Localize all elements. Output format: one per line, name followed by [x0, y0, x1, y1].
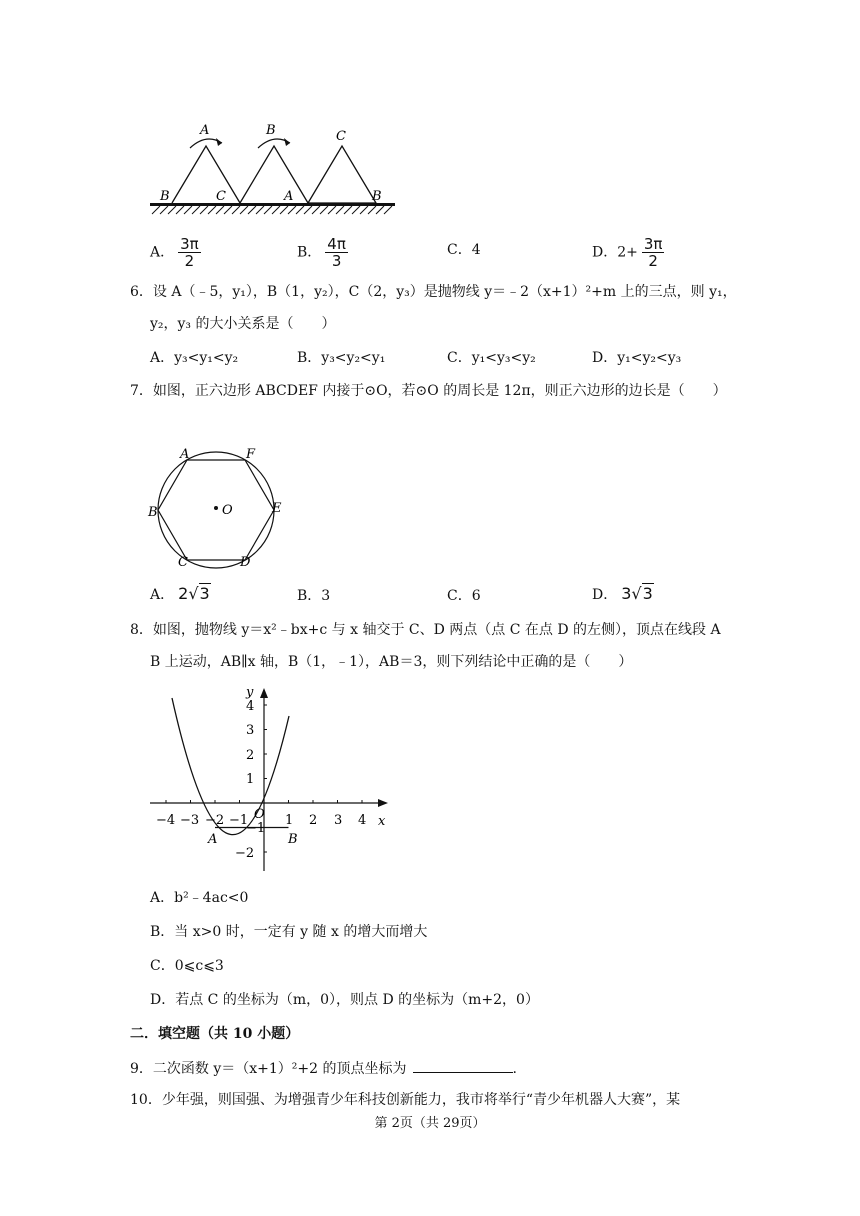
q5-option-d[interactable]	[592, 236, 664, 269]
q5-option-b[interactable]	[297, 236, 348, 269]
x-tick-label: 3	[334, 813, 343, 828]
q8-text-line2: B 上运动，AB∥x 轴，B（1，﹣1），AB＝3，则下列结论中正确的是（ ）	[150, 654, 633, 670]
q9-end: .	[512, 1061, 517, 1077]
label-c-top: C	[336, 129, 346, 144]
denominator: 2	[648, 252, 658, 270]
option-value: 6	[471, 588, 481, 604]
label-a1: A	[284, 189, 294, 204]
y-tick-label: 3	[246, 723, 255, 738]
option-letter: B．	[297, 244, 322, 261]
q6-text-line1: 6．设 A（﹣5，y₁），B（1，y₂），C（2，y₃）是抛物线 y＝﹣2（x+1）²+m 上的三点，则 y₁，	[130, 284, 737, 300]
x-tick-label: 2	[309, 813, 318, 828]
x-tick-label: −1	[229, 813, 249, 828]
x-tick-label: −2	[205, 813, 225, 828]
q6-option-d[interactable]: D．y₁<y₂<y₃	[592, 350, 682, 366]
numerator: 3π	[180, 235, 199, 253]
q8-option-a[interactable]: A．b²﹣4ac<0	[150, 890, 249, 906]
denominator: 3	[331, 252, 342, 270]
label-b1: B	[160, 189, 170, 204]
label-O: O	[222, 503, 233, 518]
q5-option-a[interactable]	[150, 236, 201, 269]
q9-text: 9．二次函数 y＝（x+1）²+2 的顶点坐标为	[130, 1061, 407, 1077]
parabola-graph	[140, 676, 400, 881]
q6-option-b[interactable]: B．y₃<y₂<y₁	[297, 350, 386, 366]
coefficient: 3	[621, 584, 632, 603]
label-E: E	[272, 501, 282, 516]
option-letter: D．	[592, 244, 618, 261]
y-tick-label: −2	[235, 846, 255, 861]
x-axis-label: x	[378, 814, 386, 829]
numerator: 4π	[327, 235, 346, 253]
radicand: 3	[642, 584, 653, 603]
radicand: 3	[199, 584, 210, 603]
q9-answer-blank[interactable]	[413, 1058, 513, 1073]
x-axis-arrow	[378, 799, 388, 807]
q7-option-c[interactable]	[447, 586, 481, 606]
fraction	[325, 236, 348, 269]
x-tick-label: 1	[285, 813, 294, 828]
option-letter: A．	[150, 244, 175, 261]
label-F: F	[246, 447, 256, 462]
radical-expr: 3√3	[621, 584, 653, 603]
option-letter: A．	[150, 587, 175, 603]
option-letter: C．	[447, 588, 472, 604]
q8-text-line1: 8．如图，抛物线 y＝x²﹣bx+c 与 x 轴交于 C、D 两点（点 C 在点 D 的左侧），顶点在线段 A	[130, 622, 721, 638]
label-b-top: B	[266, 123, 276, 138]
y-tick-label: −1	[246, 821, 266, 836]
label-C: C	[178, 555, 188, 570]
fraction	[178, 236, 201, 269]
page-footer: 第 2页（共 29页）	[374, 1116, 486, 1131]
label-c1: C	[216, 189, 226, 204]
point-b-label: B	[288, 832, 298, 847]
q10-text: 10．少年强，则国强、为增强青少年科技创新能力，我市将举行“青少年机器人大赛”，某	[130, 1092, 681, 1108]
section-heading-fill-in: 二．填空题（共 10 小题）	[130, 1026, 300, 1042]
y-axis-arrow	[260, 688, 268, 698]
hexagon-circle-figure	[140, 440, 300, 575]
option-letter: C．	[447, 242, 472, 258]
q6-option-c[interactable]: C．y₁<y₃<y₂	[447, 350, 536, 366]
q5-option-c[interactable]	[447, 240, 481, 260]
coefficient: 2	[178, 584, 189, 603]
q8-option-b[interactable]: B．当 x>0 时，一定有 y 随 x 的增大而增大	[150, 924, 428, 940]
q7-text-line1: 7．如图，正六边形 ABCDEF 内接于⊙O，若⊙O 的周长是 12π，则正六边形的边长是（ ）	[130, 383, 727, 399]
q8-option-c[interactable]: C．0⩽c⩽3	[150, 958, 224, 974]
q7-option-d[interactable]	[592, 584, 654, 605]
label-A: A	[180, 447, 190, 462]
label-D: D	[240, 555, 251, 570]
triangle-1	[172, 146, 240, 203]
radical-expr: 2√3	[178, 584, 210, 603]
y-tick-label: 4	[246, 699, 255, 714]
x-tick-label: 4	[358, 813, 367, 828]
label-B: B	[148, 505, 158, 520]
option-prefix: 2+	[617, 244, 638, 261]
y-tick-label: 1	[246, 772, 255, 787]
x-tick-label: −3	[180, 813, 200, 828]
q7-option-a[interactable]	[150, 584, 211, 605]
triangle-2	[240, 146, 308, 203]
y-axis-label: y	[246, 685, 254, 700]
denominator: 2	[184, 252, 195, 270]
y-tick-label: 2	[246, 748, 255, 763]
fraction	[642, 236, 665, 269]
rolling-triangle-figure	[140, 118, 405, 218]
q7-option-b[interactable]	[297, 586, 330, 606]
label-a-top: A	[200, 123, 210, 138]
option-value: 4	[471, 242, 481, 258]
option-value: 3	[321, 588, 331, 604]
center-point	[214, 506, 218, 510]
triangle-3	[308, 146, 376, 203]
q8-option-d[interactable]: D．若点 C 的坐标为（m，0），则点 D 的坐标为（m+2，0）	[150, 992, 539, 1008]
option-letter: B．	[297, 588, 322, 604]
origin-label: O	[254, 807, 265, 822]
point-a-label: A	[208, 832, 218, 847]
option-letter: D．	[592, 587, 618, 603]
numerator: 3π	[643, 235, 663, 253]
q9-line	[130, 1058, 517, 1079]
label-b2: B	[372, 189, 382, 204]
q6-text-line2: y₂，y₃ 的大小关系是（ ）	[150, 316, 336, 332]
x-tick-label: −4	[156, 813, 176, 828]
q6-option-a[interactable]: A．y₃<y₁<y₂	[150, 350, 239, 366]
